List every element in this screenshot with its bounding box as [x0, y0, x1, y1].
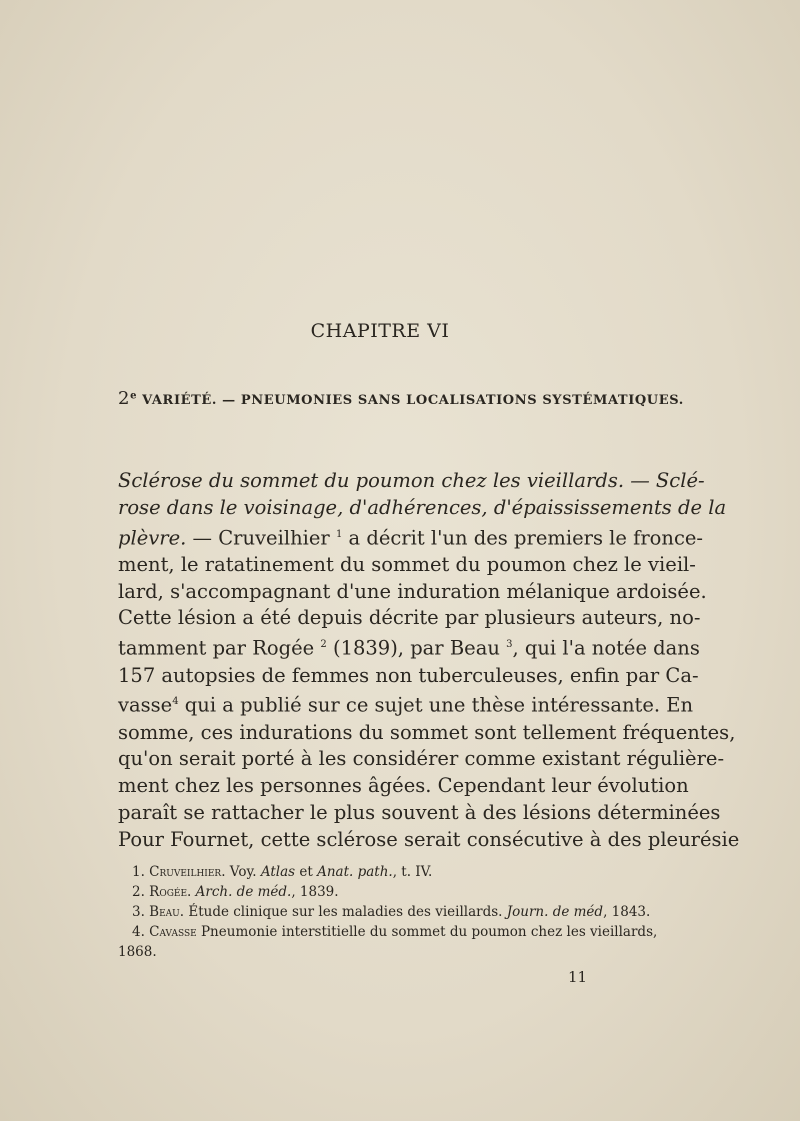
text-run: (1839), par Beau	[326, 636, 507, 660]
italic-heading: Sclérose du sommet du poumon chez les vieillards. — Sclé-	[118, 469, 705, 492]
footnotes	[118, 862, 658, 962]
footnote-4-cont: 1868.	[118, 944, 157, 960]
body-line	[118, 689, 694, 719]
body-line: somme, ces indurations du sommet sont tellement fréquentes,	[118, 720, 736, 744]
text-run: vasse	[118, 693, 173, 717]
subtitle-sup: e	[130, 390, 138, 402]
body-line	[118, 495, 727, 522]
text-run: tamment par Rogée	[118, 636, 321, 660]
italic-heading: plèvre.	[118, 526, 187, 550]
footnote-author: Cruveilhier.	[149, 864, 226, 880]
body-line	[118, 522, 704, 552]
section-subtitle	[118, 388, 684, 409]
text-run: qui a publié sur ce sujet une thèse intéressante. En	[178, 693, 694, 717]
footnote-author: Cavasse	[149, 924, 197, 940]
footnote-author: Rogée.	[149, 884, 192, 900]
subtitle-number: 2	[118, 388, 131, 409]
footnote-3: 3. Beau. Étude clinique sur les maladies des vieillards. Journ. de méd, 1843.	[132, 904, 651, 920]
subtitle-text: VARIÉTÉ. — PNEUMONIES SANS LOCALISATIONS SYSTÉMATIQUES.	[142, 393, 684, 408]
body-line: ment chez les personnes âgées. Cependant leur évolution	[118, 774, 689, 798]
footnote-author: Beau.	[149, 904, 185, 920]
body-text	[118, 468, 740, 854]
footnote-ref: 2	[320, 639, 327, 651]
page-number: 11	[568, 968, 588, 986]
footnote-ref: 4	[172, 696, 179, 708]
body-line: Cette lésion a été depuis décrite par plusieurs auteurs, no-	[118, 606, 701, 630]
body-line: paraît se rattacher le plus souvent à des lésions déterminées	[118, 801, 721, 825]
footnote-ref: 1	[335, 528, 343, 540]
body-line	[118, 468, 705, 495]
footnote-2: 2. Rogée. Arch. de méd., 1839.	[132, 884, 339, 900]
text-run: — Cruveilhier	[186, 526, 336, 550]
body-line: Pour Fournet, cette sclérose serait consécutive à des pleurésie	[118, 827, 740, 851]
body-line	[118, 632, 700, 662]
text-run: a décrit l'un des premiers le fronce-	[342, 526, 704, 550]
footnote-1: 1. Cruveilhier. Voy. Atlas et Anat. path., t. IV.	[132, 864, 433, 880]
body-line: lard, s'accompagnant d'une induration mélanique ardoisée.	[118, 579, 707, 603]
footnote-4: 4. Cavasse Pneumonie interstitielle du sommet du poumon chez les vieillards,	[132, 924, 658, 940]
body-line: qu'on serait porté à les considérer comme existant régulière-	[118, 747, 725, 771]
chapter-title: CHAPITRE VI	[310, 320, 450, 342]
body-line: ment, le ratatinement du sommet du poumon chez le vieil-	[118, 552, 696, 576]
footnote-ref: 3	[506, 639, 513, 651]
text-run: , qui l'a notée dans	[512, 636, 700, 660]
italic-heading: rose dans le voisinage, d'adhérences, d'épaississements de la	[118, 495, 727, 519]
body-line: 157 autopsies de femmes non tuberculeuses, enfin par Ca-	[118, 663, 699, 687]
